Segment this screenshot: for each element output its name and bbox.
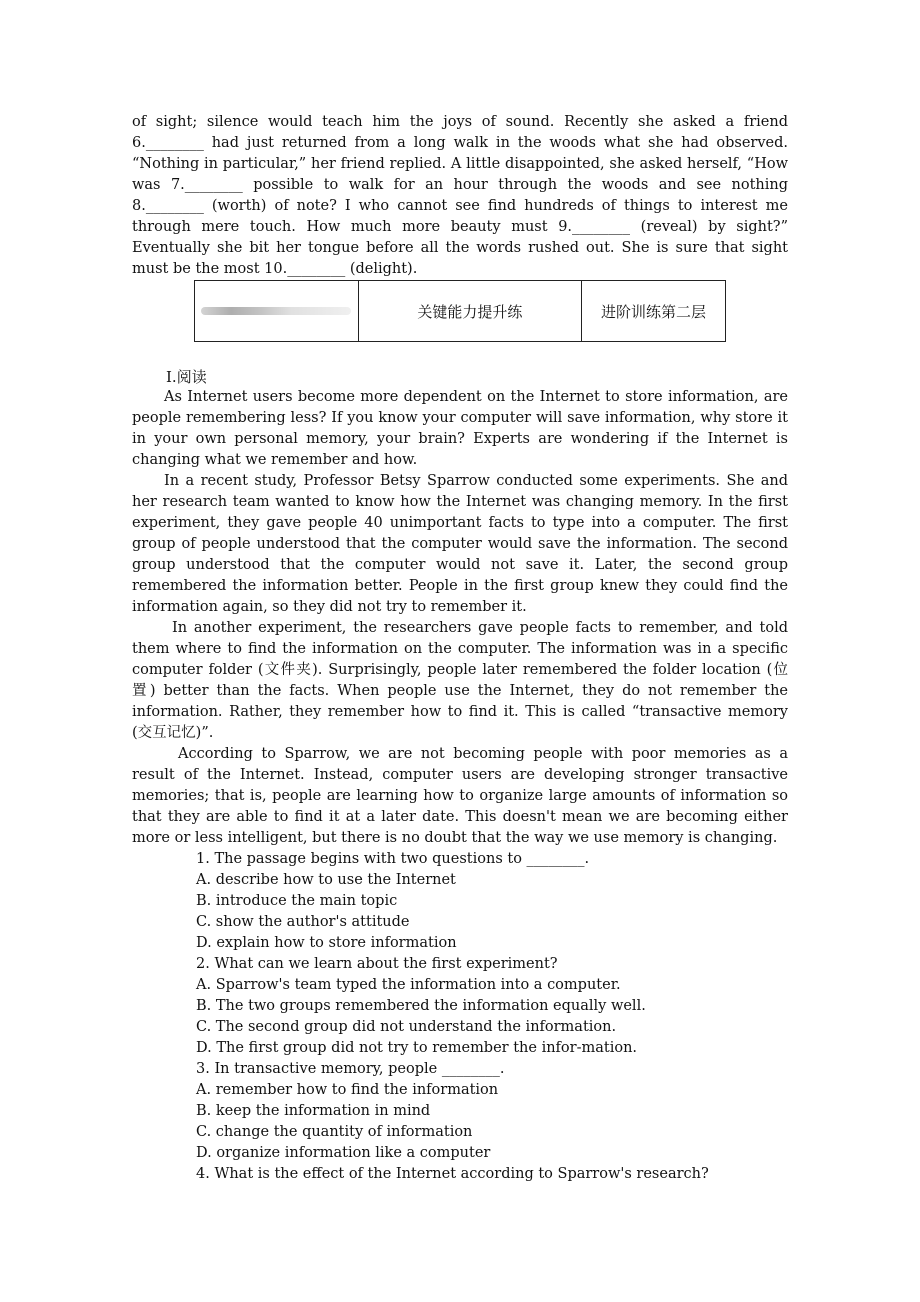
option: C. The second group did not understand the information. [196, 1019, 617, 1035]
question-4: 4. What is the effect of the Internet according to Sparrow's research? [196, 1166, 709, 1182]
option: B. keep the information in mind [196, 1103, 431, 1119]
banner-decoration [195, 281, 359, 341]
question-1: 1. The passage begins with two questions to ________. [196, 851, 590, 867]
paragraph: As Internet users become more dependent on the Internet to store information, are people remembering less? If you know your computer will save information, why store it in your own personal memory, your brain? Experts are wondering if the Internet is changing what we remember and how. [132, 389, 788, 468]
pencil-stroke-icon [201, 307, 351, 315]
option: D. organize information like a computer [196, 1145, 491, 1161]
option: D. The first group did not try to remember the infor-mation. [196, 1040, 638, 1056]
option: B. introduce the main topic [196, 893, 398, 909]
option: B. The two groups remembered the information equally well. [196, 998, 646, 1014]
paragraph: In a recent study, Professor Betsy Sparrow conducted some experiments. She and her research team wanted to know how the Internet was changing memory. In the first experiment, they gave people 40 unimportant facts to type into a computer. The first group of people understood that the computer would save the information. The second group understood that the computer would not save it. Later, the second group remembered the information better. People in the first group knew they could find the information again, so they did not try to remember it. [132, 473, 788, 615]
question-list [132, 849, 788, 1185]
option: C. show the author's attitude [196, 914, 410, 930]
option: A. describe how to use the Internet [196, 872, 456, 888]
banner-title: 关键能力提升练 [359, 281, 582, 341]
section-title: Ⅰ.阅读 [166, 368, 207, 386]
cloze-passage: of sight; silence would teach him the joys of sound. Recently she asked a friend 6.________ had just returned from a long walk in the woods what she had observed. “Nothing in particular,” her friend replied. A little disappointed, she asked herself, “How was 7.________ possible to walk for an hour through the woods and see nothing 8.________ (worth) of note? I who cannot see find hundreds of things to interest me through mere touch. How much more beauty must 9.________ (reveal) by sight?” Eventually she bit her tongue before all the words rushed out. She is sure that sight must be the most 10.________ (delight). [132, 114, 788, 277]
option: D. explain how to store information [196, 935, 457, 951]
section-banner [194, 280, 726, 342]
question-2: 2. What can we learn about the first experiment? [196, 956, 558, 972]
option: A. Sparrow's team typed the information into a computer. [196, 977, 621, 993]
option: C. change the quantity of information [196, 1124, 473, 1140]
banner-level: 进阶训练第二层 [601, 302, 707, 321]
question-3: 3. In transactive memory, people ________. [196, 1061, 505, 1077]
reading-passage [132, 387, 788, 1185]
paragraph: According to Sparrow, we are not becoming people with poor memories as a result of the Internet. Instead, computer users are developing stronger transactive memories; that is, people are learning how to organize large amounts of information so that they are able to find it at a later date. This doesn't mean we are becoming either more or less intelligent, but there is no doubt that the way we use memory is changing. [132, 746, 788, 846]
option: A. remember how to find the information [196, 1082, 499, 1098]
paragraph: In another experiment, the researchers gave people facts to remember, and told them where to find the information on the computer. The information was in a specific computer folder (文件夹). Surprisingly, people later remembered the folder location (位置) better than the facts. When people use the Internet, they do not remember the information. Rather, they remember how to find it. This is called “transactive memory (交互记忆)”. [132, 620, 788, 741]
